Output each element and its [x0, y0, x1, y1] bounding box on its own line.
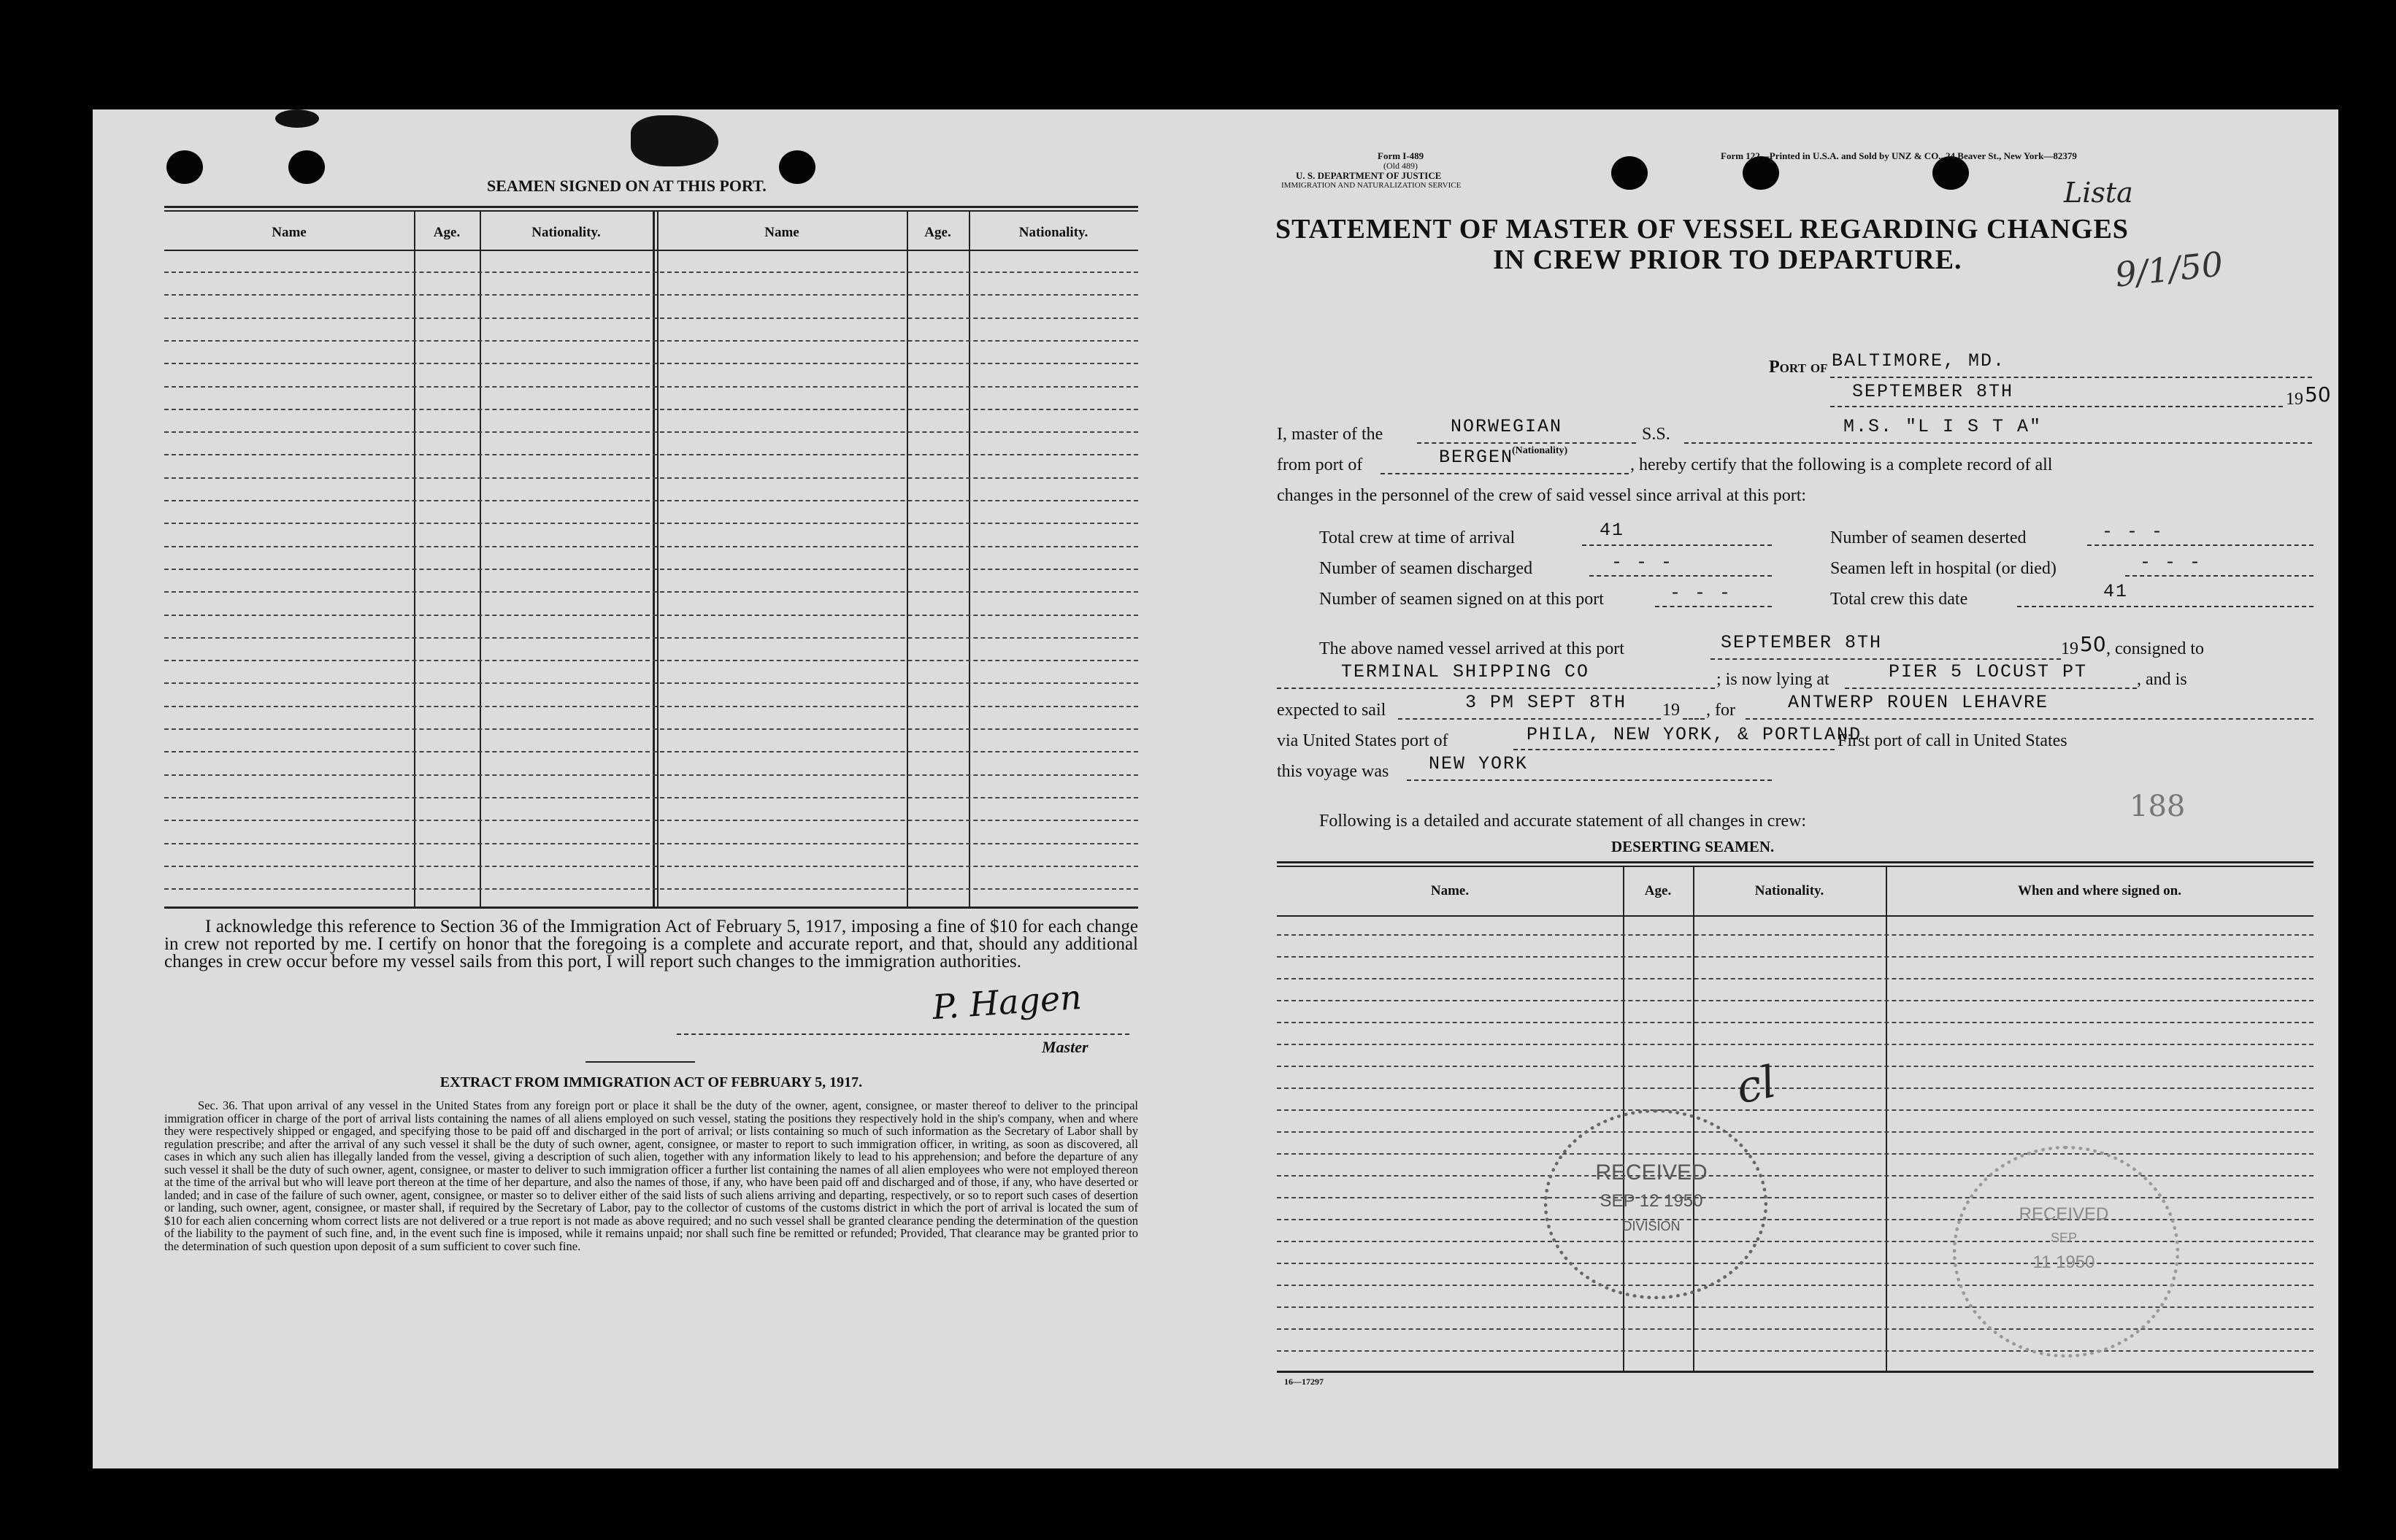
punch-hole — [779, 150, 815, 184]
table-row — [164, 546, 1138, 547]
via-label: via United States port of — [1277, 731, 1448, 750]
print-code: 16—17297 — [1284, 1377, 1324, 1387]
ss-label: S.S. — [1642, 425, 1670, 444]
table-row — [164, 682, 1138, 684]
signed-on-line — [1655, 606, 1772, 607]
total-crew-date-label: Total crew this date — [1830, 590, 1968, 609]
table-row — [1277, 1131, 2314, 1133]
destination-line — [1746, 718, 2314, 720]
year-suffix: 50 — [2305, 382, 2331, 407]
column-header-name: Name — [764, 225, 799, 240]
lying-value: PIER 5 LOCUST PT — [1889, 661, 2088, 682]
following-text: Following is a detailed and accurate statement of all changes in crew: — [1319, 812, 1807, 831]
table-row — [164, 500, 1138, 501]
table-header-rule — [164, 250, 1138, 251]
handwritten-initials: cl — [1732, 1056, 1781, 1114]
table-row — [164, 340, 1138, 342]
table-row — [1277, 1175, 2314, 1177]
deserted-line — [2087, 544, 2314, 546]
consignee-value: TERMINAL SHIPPING CO — [1341, 661, 1590, 682]
discharged-label: Number of seamen discharged — [1319, 559, 1533, 578]
department-name: U. S. DEPARTMENT OF JUSTICE — [1296, 170, 1442, 181]
table-row — [164, 294, 1138, 296]
arrived-label: The above named vessel arrived at this port — [1319, 639, 1624, 658]
master-of-label: I, master of the — [1277, 425, 1383, 444]
table-row — [164, 317, 1138, 319]
hospital-line — [2125, 575, 2314, 577]
table-row — [164, 431, 1138, 433]
received-stamp-line3: DIVISION — [1622, 1219, 1681, 1233]
hospital-value: - - - — [2140, 552, 2203, 573]
table-row — [164, 363, 1138, 364]
nationality-caption: (Nationality) — [1512, 445, 1568, 456]
form-title-line1: STATEMENT OF MASTER OF VESSEL REGARDING CHANGES — [1275, 214, 2129, 245]
form-old-number: (Old 489) — [1383, 161, 1418, 171]
table-row — [1277, 978, 2314, 979]
column-header-age: Age. — [433, 225, 461, 240]
master-signature: P. Hagen — [931, 977, 1083, 1028]
vessel-value: M.S. "L I S T A" — [1843, 416, 2043, 437]
printer-note: Form 122—Printed in U.S.A. and Sold by UNZ & CO., 24 Beaver St., New York—82379 — [1721, 150, 2077, 161]
and-is-label: , and is — [2137, 670, 2187, 689]
table-row — [1277, 1087, 2314, 1089]
form-title-line2: IN CREW PRIOR TO DEPARTURE. — [1493, 245, 1962, 275]
received-stamp-line1: RECEIVED — [1595, 1160, 1708, 1185]
table-row — [164, 454, 1138, 455]
table-row — [1277, 1066, 2314, 1067]
column-header-nationality: Nationality. — [531, 225, 601, 240]
table-row — [164, 866, 1138, 867]
via-value: PHILA, NEW YORK, & PORTLAND — [1527, 724, 1862, 745]
nationality-line — [1417, 442, 1636, 444]
table-row — [164, 751, 1138, 752]
column-divider — [414, 210, 415, 906]
extract-rule — [585, 1061, 695, 1063]
deserting-top-rule — [1277, 866, 2314, 867]
punch-hole — [288, 150, 325, 184]
arrived-line — [1710, 658, 2061, 660]
handwritten-vessel-name: Lista — [2064, 177, 2133, 209]
received-stamp2-line1: RECEIVED — [2019, 1204, 2109, 1224]
certify-text-2: changes in the personnel of the crew of said vessel since arrival at this port: — [1277, 486, 1807, 505]
received-stamp2-line2: SEP — [2050, 1231, 2078, 1245]
first-port-label: First port of call in United States — [1838, 731, 2067, 750]
lying-line — [1845, 688, 2137, 689]
deserted-value: - - - — [2102, 521, 2165, 542]
column-divider — [907, 210, 908, 906]
received-stamp — [1953, 1146, 2179, 1358]
column-header-nationality: Nationality. — [1018, 225, 1088, 240]
signature-line — [677, 1033, 1129, 1035]
date-line — [1830, 406, 2283, 407]
expected-value: 3 PM SEPT 8TH — [1465, 692, 1627, 713]
extract-text: Sec. 36. That upon arrival of any vessel in the United States from any foreign port or place it shall be the duty of the owner, agent, consignee, or master thereof to deliver to the principal immigration officer in charge of the port of arrival lists containing the names of all aliens employed on such vessel, stating the positions they respectively hold in the ship's company, when and where they were respectively shipped or engaged, and specifying those to be paid off and discharged in the port of arrival; or lists containing so much of such information as the Secretary of Labor shall by regulation prescribe; and after the arrival of any such vessel it shall be the duty of such owner, agent, consignee, or master to report to such immigration officer, in writing, as soon as discovered, all cases in which any such alien has illegally landed from the vessel, giving a description of such alien, together with any information likely to lead to his apprehension; and before the departure of any such vessel it shall be the duty of such owner, agent, consignee, or master to deliver to such immigration officer a further list containing the names of all alien employees who were not employed thereon at the time of the arrival but who will leave port thereon at the time of her departure, and also the names of those, if any, who have been paid off and discharged and of those, if any, who have deserted or landed; and in case of the failure of such owner, agent, consignee, or master so to deliver either of the said lists of such aliens arriving and departing, respectively, or so to report such cases of desertion or landing, such owner, agent, consignee, or master shall, if required by the Secretary of Labor, pay to the collector of customs of the customs district in which the port of arrival is located the sum of $10 for each alien concerning whom correct lists are not delivered or a true report is not made as above required; and no such vessel shall be granted clearance pending the determination of the question of the liability to the payment of such fine, and, in the event such fine is imposed, while it remains unpaid; nor shall such fine be remitted or refunded; Provided, That clearance may be granted prior to the determination of such question upon deposit of a sum sufficient to cover such fine. — [164, 1098, 1138, 1253]
total-crew-arrival-line — [1582, 544, 1772, 546]
acknowledgement-text: I acknowledge this reference to Section 36 of the Immigration Act of February 5, 1917, imposing a fine of $10 for each change in crew not reported by me. I certify on honor that the foregoing is a complete and accurate report, and that, should any additional changes in crew occur before my vessel sails from this port, I will report such changes to the immigration authorities. — [164, 917, 1138, 971]
port-label: Port of — [1769, 358, 1828, 377]
consigned-label: , consigned to — [2106, 639, 2204, 658]
table-row — [1277, 1022, 2314, 1023]
total-crew-date-line — [2017, 606, 2314, 607]
this-voyage-label: this voyage was — [1277, 762, 1389, 781]
from-port-label: from port of — [1277, 455, 1363, 474]
first-port-value: NEW YORK — [1429, 753, 1529, 774]
table-row — [1277, 956, 2314, 958]
table-top-rule — [164, 210, 1138, 212]
port-line — [1830, 377, 2312, 378]
vessel-line — [1684, 442, 2312, 444]
column-divider — [1886, 866, 1887, 1371]
column-divider — [653, 210, 655, 906]
table-row — [164, 523, 1138, 524]
column-header-age: Age. — [1644, 883, 1672, 898]
total-crew-arrival-label: Total crew at time of arrival — [1319, 528, 1516, 547]
table-row — [164, 774, 1138, 776]
expected-year: 19 — [1662, 701, 1680, 720]
expected-line — [1398, 718, 1661, 720]
table-row — [164, 797, 1138, 798]
table-row — [164, 615, 1138, 616]
table-row — [164, 820, 1138, 821]
destination-value: ANTWERP ROUEN LEHAVRE — [1788, 692, 2049, 713]
arrived-year-prefix: 19 — [2061, 639, 2078, 658]
received-stamp-line2: SEP 12 1950 — [1600, 1191, 1703, 1211]
table-row — [164, 386, 1138, 388]
table-row — [164, 728, 1138, 730]
column-divider — [969, 210, 970, 906]
deserting-title: DESERTING SEAMEN. — [1611, 838, 1775, 855]
table-row — [1277, 934, 2314, 936]
deserting-header-rule — [1277, 915, 2314, 917]
column-header-name: Name. — [1430, 883, 1470, 898]
certify-text: , hereby certify that the following is a complete record of all — [1630, 455, 2053, 474]
arrived-value: SEPTEMBER 8TH — [1721, 632, 1883, 653]
table-row — [1277, 1000, 2314, 1001]
table-bottom-rule — [164, 906, 1138, 909]
total-crew-date-value: 41 — [2103, 581, 2129, 602]
extract-title: EXTRACT FROM IMMIGRATION ACT OF FEBRUARY 5, 1917. — [439, 1074, 863, 1090]
service-name: IMMIGRATION AND NATURALIZATION SERVICE — [1281, 181, 1462, 190]
table-row — [164, 888, 1138, 890]
for-label: , for — [1706, 701, 1735, 720]
deserting-bottom-rule — [1277, 1371, 2314, 1373]
column-divider — [657, 210, 658, 906]
table-row — [164, 637, 1138, 639]
table-row — [164, 660, 1138, 661]
table-row — [164, 409, 1138, 410]
table-row — [164, 477, 1138, 479]
nationality-value: NORWEGIAN — [1451, 416, 1563, 437]
column-header-age: Age. — [924, 225, 951, 240]
expected-label: expected to sail — [1277, 701, 1386, 720]
expected-year-line — [1683, 718, 1705, 720]
table-row — [1277, 1328, 2314, 1330]
form-number: Form I-489 — [1378, 150, 1424, 161]
table-row — [1277, 1109, 2314, 1111]
lying-label: ; is now lying at — [1716, 670, 1829, 689]
arrived-year-suffix: 50 — [2080, 632, 2106, 656]
year-prefix: 19 — [2286, 390, 2303, 409]
discharged-value: - - - — [1611, 552, 1674, 573]
table-row — [164, 272, 1138, 273]
first-port-line — [1407, 779, 1772, 781]
signed-on-value: - - - — [1670, 582, 1732, 604]
table-row — [164, 569, 1138, 570]
document-sheet — [93, 109, 2338, 1468]
via-line — [1513, 749, 1835, 750]
deserted-label: Number of seamen deserted — [1830, 528, 2027, 547]
handwritten-date: 9/1/50 — [2113, 244, 2225, 295]
received-stamp2-line3: 11 1950 — [2032, 1252, 2095, 1272]
column-header-nationality: Nationality. — [1754, 883, 1824, 898]
column-header-when-where: When and where signed on. — [2017, 883, 2181, 898]
consignee-line — [1277, 688, 1715, 689]
column-divider — [480, 210, 481, 906]
discharged-line — [1589, 575, 1772, 577]
hospital-label: Seamen left in hospital (or died) — [1830, 559, 2057, 578]
date-value: SEPTEMBER 8TH — [1852, 381, 2014, 402]
from-port-value: BERGEN — [1439, 447, 1514, 468]
left-page-title: SEAMEN SIGNED ON AT THIS PORT. — [487, 177, 767, 195]
torn-blot — [631, 115, 718, 166]
table-row — [1277, 1044, 2314, 1045]
deserting-top-rule — [1277, 861, 2314, 863]
punch-hole — [1611, 156, 1648, 190]
stamp-number: 188 — [2130, 790, 2186, 823]
total-crew-arrival-value: 41 — [1600, 520, 1625, 541]
table-row — [1277, 1350, 2314, 1352]
signature-caption: Master — [1042, 1038, 1088, 1056]
column-header-name: Name — [272, 225, 307, 240]
table-row — [164, 843, 1138, 844]
table-row — [1277, 1153, 2314, 1155]
punch-hole — [166, 150, 203, 184]
signed-on-label: Number of seamen signed on at this port — [1319, 590, 1604, 609]
from-port-line — [1381, 473, 1629, 474]
torn-blot — [275, 109, 319, 128]
table-row — [164, 706, 1138, 707]
table-row — [164, 591, 1138, 593]
table-top-rule — [164, 206, 1138, 208]
port-value: BALTIMORE, MD. — [1832, 350, 2006, 371]
